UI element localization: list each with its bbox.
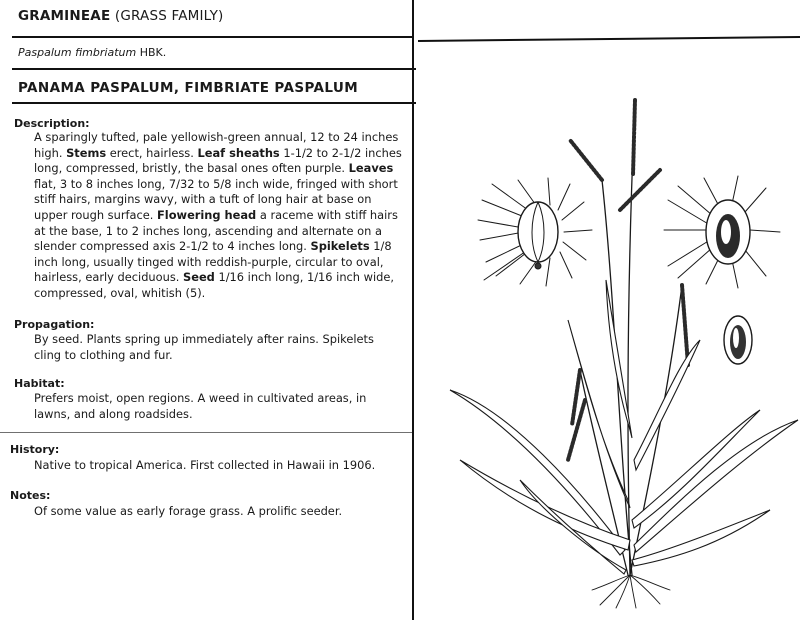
description-text [34,130,406,302]
name-divider [12,68,416,70]
description-term: Stems [66,145,107,160]
propagation-text: By seed. Plants spring up immediately after rains. Spikelets cling to clothing and fur. [34,332,374,362]
propagation-label: Propagation: [14,318,95,331]
seed-detail [724,316,752,364]
notes-label: Notes: [10,489,51,502]
common-name-heading: PANAMA PASPALUM, FIMBRIATE PASPALUM [18,80,359,96]
description-segment: a raceme with stiff hairs at the base, 1 to 2 inches long, ascending and alternate on a slender compressed axis 2-1/2 to 4 inches long. [34,207,398,254]
description-segment: A sparingly tufted, pale yellowish-green annual, 12 to 24 inches high. [34,130,399,160]
spikelet-detail-right [664,176,780,288]
description-segment: 1-1/2 to 2-1/2 inches long, compressed, bristly, the basal ones often purple. [34,145,402,176]
page-fold-line [412,0,414,620]
scientific-name: Paspalum fimbriatum [18,46,137,59]
family-common-name: (GRASS FAMILY) [110,8,224,24]
authority: HBK. [136,46,167,59]
description-segment: erect, hairless. [106,145,198,160]
description-segment: 1/16 inch long, 1/16 inch wide, compressed, oval, whitish (5). [34,270,394,300]
history-label: History: [10,443,60,456]
description-term: Leaf sheaths [197,145,280,160]
description-label: Description: [14,117,90,130]
notes-text: Of some value as early forage grass. A prolific seeder. [34,504,343,518]
right-page-top-line [418,36,800,42]
plant-family-heading [18,8,224,24]
description-segment: flat, 3 to 8 inches long, 7/32 to 5/8 inch wide, fringed with short stiff hairs, margins wavy, with a tuft of long hair at base on upper rough surface. [34,176,398,222]
top-divider [12,36,412,38]
description-term: Leaves [348,161,394,176]
habitat-label: Habitat: [14,377,65,390]
spikelet-detail-left [478,178,592,286]
section-divider [12,102,416,104]
history-divider [0,432,412,433]
habitat-text: Prefers moist, open regions. A weed in cultivated areas, in lawns, and along roadsides. [34,391,367,421]
scientific-name-line [18,46,166,59]
description-segment: 1/8 inch long, usually tinged with reddish-purple, circular to oval, hairless, early deciduous. [34,239,392,285]
roots [592,575,670,608]
description-term: Seed [183,270,215,285]
family-latin-name: GRAMINEAE [18,8,111,24]
history-text: Native to tropical America. First collected in Hawaii in 1906. [34,458,376,472]
grass-plant-illustration [420,80,800,610]
description-term: Flowering head [157,207,257,222]
description-term: Spikelets [310,239,370,254]
